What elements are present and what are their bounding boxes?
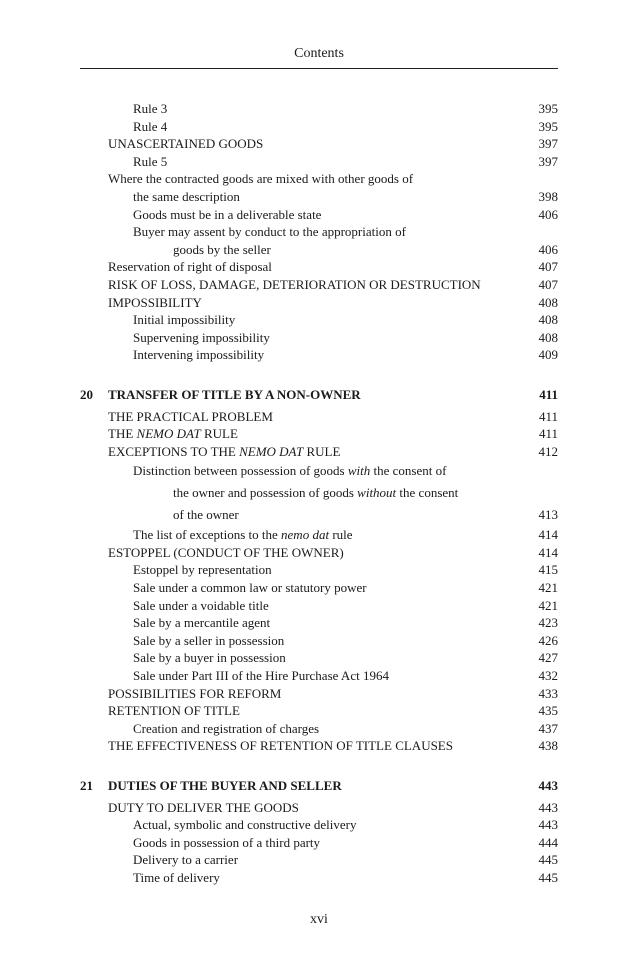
toc-page-number: 406 — [538, 206, 558, 222]
toc-entry-title: Where the contracted goods are mixed with other goods of — [108, 171, 414, 187]
toc-entry-title: Rule 3 — [133, 101, 168, 116]
chapter-heading-20[interactable] — [80, 386, 558, 404]
toc-entry-title: Delivery to a carrier — [133, 852, 239, 868]
toc-page-number: 412 — [538, 443, 558, 459]
toc-entry[interactable] — [80, 632, 558, 650]
toc-page-number: 445 — [538, 852, 558, 868]
toc-page-number: 411 — [538, 408, 558, 424]
toc-entry-title: Sale by a mercantile agent — [133, 615, 271, 631]
toc-page-number: 409 — [538, 347, 558, 363]
toc-entry-title: POSSIBILITIES FOR REFORM — [108, 685, 282, 701]
toc-entry-title: Sale under Part III of the Hire Purchase Act 1964 — [133, 668, 389, 684]
toc-entry-title: THE PRACTICAL PROBLEM — [108, 408, 273, 424]
toc-page-number: 421 — [538, 597, 558, 613]
toc-entry[interactable] — [80, 649, 558, 667]
chapter-number: 21 — [80, 778, 93, 793]
toc-page-number: 444 — [538, 834, 558, 850]
toc-entry[interactable] — [80, 118, 558, 136]
toc-entry[interactable] — [80, 561, 558, 579]
header-rule — [80, 68, 558, 69]
table-of-contents — [80, 100, 558, 887]
toc-entry-title: Time of delivery — [133, 869, 220, 885]
toc-entry[interactable] — [80, 737, 558, 755]
page-folio: xvi — [310, 912, 328, 927]
toc-page-number: 443 — [538, 799, 558, 815]
toc-page-number: 414 — [538, 527, 558, 543]
toc-entry[interactable] — [80, 329, 558, 347]
toc-entry[interactable] — [80, 799, 558, 817]
toc-page-number: 432 — [538, 668, 558, 684]
toc-entry-title: DUTY TO DELIVER THE GOODS — [108, 799, 299, 815]
toc-entry-title: Actual, symbolic and constructive delivery — [133, 817, 357, 833]
toc-entry[interactable] — [80, 135, 558, 153]
toc-entry-title: The list of exceptions to the nemo dat rule — [133, 527, 353, 543]
toc-entry[interactable] — [80, 153, 558, 171]
toc-entry-title: Buyer may assent by conduct to the appropriation of — [133, 224, 406, 240]
toc-entry-title: of the owner — [173, 507, 239, 523]
toc-entry[interactable] — [80, 597, 558, 615]
toc-page-number: 443 — [538, 778, 558, 793]
toc-page-number: 411 — [539, 386, 558, 402]
toc-page-number: 445 — [538, 869, 558, 885]
toc-entry[interactable] — [80, 223, 558, 241]
toc-entry-title: goods by the seller — [173, 241, 271, 257]
toc-entry-title: UNASCERTAINED GOODS — [108, 136, 264, 152]
toc-page-number: 408 — [538, 312, 558, 328]
toc-entry[interactable] — [80, 460, 558, 482]
toc-page-number: 413 — [538, 507, 558, 523]
toc-entry[interactable] — [80, 206, 558, 224]
toc-entry-title: Distinction between possession of goods with the consent of — [133, 463, 447, 479]
toc-entry[interactable] — [80, 614, 558, 632]
toc-entry-title: Sale under a common law or statutory power — [133, 580, 367, 596]
toc-entry-title: Supervening impossibility — [133, 329, 270, 345]
toc-entry[interactable] — [80, 685, 558, 703]
toc-page-number: 395 — [538, 118, 558, 134]
chapter-heading-21[interactable] — [80, 777, 558, 795]
toc-entry-continued[interactable] — [80, 241, 558, 259]
toc-entry-title: Sale by a buyer in possession — [133, 650, 286, 666]
toc-page-number: 433 — [538, 685, 558, 701]
toc-entry[interactable] — [80, 851, 558, 869]
toc-entry[interactable] — [80, 276, 558, 294]
toc-page-number: 423 — [538, 615, 558, 631]
toc-entry[interactable] — [80, 408, 558, 426]
chapter-number: 20 — [80, 386, 93, 402]
toc-entry-title: the same description — [133, 188, 240, 204]
toc-entry-title: Sale under a voidable title — [133, 597, 269, 613]
toc-page-number: 407 — [538, 276, 558, 292]
toc-entry[interactable] — [80, 816, 558, 834]
toc-page-number: 438 — [538, 738, 558, 754]
toc-entry-title: RISK OF LOSS, DAMAGE, DETERIORATION OR DESTRUCTION — [108, 276, 481, 292]
toc-entry[interactable] — [80, 425, 558, 443]
toc-page-number: 414 — [538, 544, 558, 560]
toc-entry-title: Reservation of right of disposal — [108, 259, 272, 275]
toc-entry-title: Sale by a seller in possession — [133, 632, 285, 648]
toc-entry[interactable] — [80, 443, 558, 461]
toc-entry[interactable] — [80, 702, 558, 720]
toc-entry-title: the owner and possession of goods without the consent — [173, 485, 459, 501]
toc-entry[interactable] — [80, 170, 558, 188]
toc-entry[interactable] — [80, 311, 558, 329]
toc-entry[interactable] — [80, 100, 558, 118]
toc-entry-title: IMPOSSIBILITY — [108, 294, 202, 310]
toc-entry-title: RETENTION OF TITLE — [108, 703, 240, 719]
toc-entry[interactable] — [80, 579, 558, 597]
toc-entry[interactable] — [80, 720, 558, 738]
toc-page-number: 415 — [538, 562, 558, 578]
toc-entry[interactable] — [80, 294, 558, 312]
toc-page-number: 408 — [538, 329, 558, 345]
toc-page-number: 437 — [538, 720, 558, 736]
toc-page-number: 426 — [538, 632, 558, 648]
toc-entry-title: ESTOPPEL (CONDUCT OF THE OWNER) — [108, 544, 344, 560]
toc-page-number: 398 — [538, 188, 558, 204]
toc-entry-title: Rule 4 — [133, 118, 168, 134]
toc-entry[interactable] — [80, 667, 558, 685]
toc-entry-continued[interactable] — [80, 188, 558, 206]
toc-page-number: 406 — [538, 241, 558, 257]
toc-entry-title: Goods must be in a deliverable state — [133, 206, 322, 222]
toc-entry-title: Intervening impossibility — [133, 347, 265, 363]
toc-page-number: 408 — [538, 294, 558, 310]
toc-page-number: 443 — [538, 817, 558, 833]
toc-page-number: 427 — [538, 650, 558, 666]
toc-entry[interactable] — [80, 346, 558, 364]
toc-entry-continued[interactable] — [80, 482, 558, 504]
toc-entry-title: Creation and registration of charges — [133, 720, 320, 736]
toc-entry[interactable] — [80, 869, 558, 887]
toc-entry[interactable] — [80, 258, 558, 276]
toc-entry[interactable] — [80, 544, 558, 562]
toc-entry[interactable] — [80, 526, 558, 544]
toc-entry[interactable] — [80, 834, 558, 852]
toc-entry-title: Initial impossibility — [133, 312, 236, 328]
toc-page-number: 421 — [538, 580, 558, 596]
toc-page-number: 407 — [538, 259, 558, 275]
toc-entry-continued[interactable] — [80, 504, 558, 526]
chapter-title: DUTIES OF THE BUYER AND SELLER — [108, 778, 342, 793]
toc-entry-title: THE NEMO DAT RULE — [108, 426, 238, 442]
toc-entry-title: Goods in possession of a third party — [133, 834, 321, 850]
toc-page-number: 397 — [538, 153, 558, 169]
toc-page-number: 395 — [538, 101, 558, 116]
toc-page-number: 411 — [538, 426, 558, 442]
toc-entry-title: Rule 5 — [133, 153, 168, 169]
toc-entry-title: THE EFFECTIVENESS OF RETENTION OF TITLE CLAUSES — [108, 738, 453, 754]
chapter-title: TRANSFER OF TITLE BY A NON-OWNER — [108, 386, 361, 402]
toc-entry-title: EXCEPTIONS TO THE NEMO DAT RULE — [108, 443, 341, 459]
toc-entry-title: Estoppel by representation — [133, 562, 272, 578]
toc-page-number: 435 — [538, 703, 558, 719]
running-header: Contents — [294, 46, 344, 61]
toc-page-number: 397 — [538, 136, 558, 152]
